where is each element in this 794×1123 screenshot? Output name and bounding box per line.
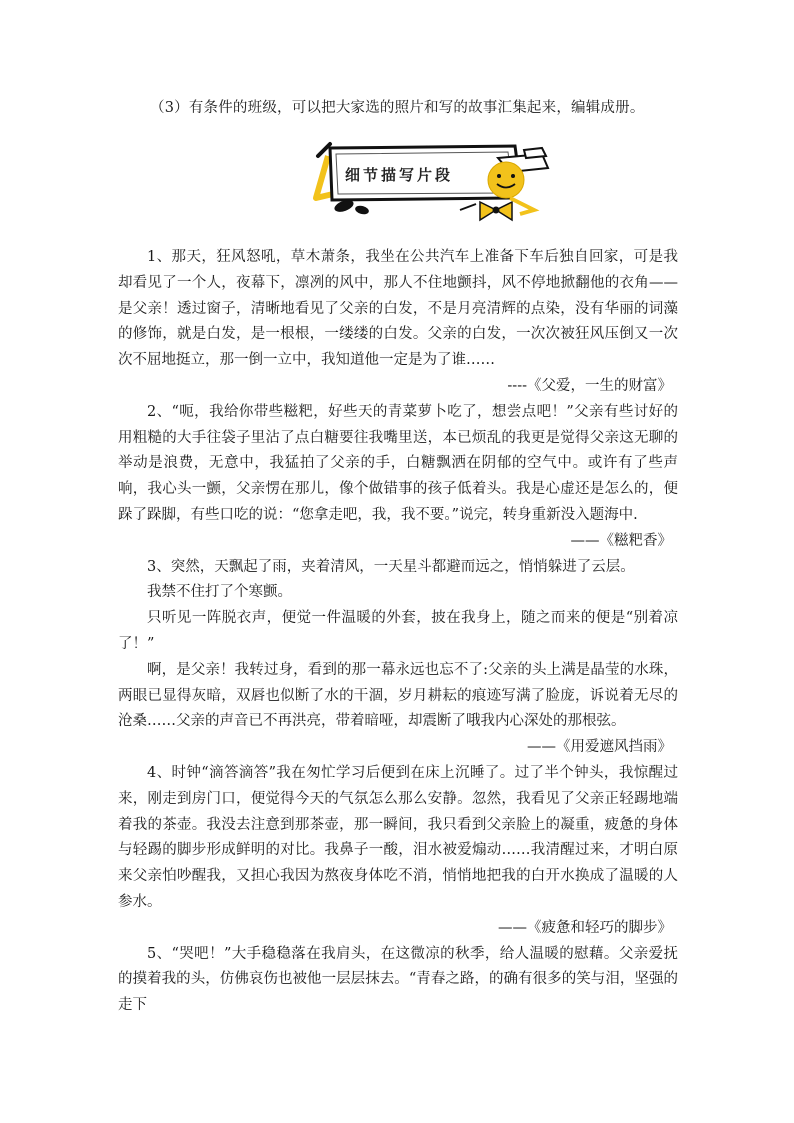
passage-paragraph: 2、“呃，我给你带些糍粑，好些天的青菜萝卜吃了，想尝点吧！”父亲有些讨好的用粗糙的大手往袋子里沾了点白糖要往我嘴里送，本已烦乱的我更是觉得父亲这无聊的举动是浪费，无意中，我猛拍了父亲的手，白糖飘洒在阴郁的空气中。或许有了些声响，我心头一颤，父亲愣在那儿，像个做错事的孩子低着头。我是心虚还是怎么的，便跺了跺脚，有些口吃的说：“您拿走吧，我，我不要。”说完，转身重新没入题海中. [118, 403, 678, 523]
passage-paragraph: 3、突然，天飘起了雨，夹着清风，一天星斗都避而远之，悄悄躲进了云层。 [147, 558, 635, 575]
passage [118, 400, 678, 555]
passage-source: ----《父爱，一生的财富》 [507, 377, 672, 394]
passage-source: ——《用爱遮风挡雨》 [527, 739, 672, 756]
banner-decoration [310, 138, 560, 238]
passage-paragraph: 啊，是父亲！我转过身，看到的那一幕永远也忘不了:父亲的头上满是晶莹的水珠，两眼已显得灰暗，双唇也似断了水的干涸，岁月耕耘的痕迹写满了脸庞，诉说着无尽的沧桑……父亲的声音已不再洪亮，带着暗哑，却震断了哦我内心深处的那根弦。 [118, 661, 678, 730]
passage-source: ——《疲惫和轻巧的脚步》 [498, 919, 672, 936]
passage-paragraph: 5、“哭吧！”大手稳稳落在我肩头，在这微凉的秋季，给人温暖的慰藉。父亲爱抚的摸着我的头，仿佛哀伤也被他一层层抹去。“青春之路，的确有很多的笑与泪，坚强的走下 [118, 945, 678, 1014]
passage [118, 245, 678, 400]
passage-paragraph: 1、那天，狂风怒吼，草木萧条，我坐在公共汽车上准备下车后独自回家，可是我却看见了一个人，夜幕下，凛冽的风中，那人不住地颤抖，风不停地掀翻他的衣角——是父亲！透过窗子，清晰地看见了父亲的白发，不是月亮清辉的点染，没有华丽的词藻的修饰，就是白发，是一根根，一缕缕的白发。父亲的白发，一次次被狂风压倒又一次次不屈地挺立，那一倒一立中，我知道他一定是为了谁…… [118, 249, 678, 369]
passage [118, 555, 678, 761]
passage-source: ——《糍粑香》 [570, 532, 672, 549]
banner-title: 细节描写片段 [344, 166, 453, 184]
passage-paragraph: 只听见一阵脱衣声，便觉一件温暖的外套，披在我身上，随之而来的便是“别着凉了！” [118, 610, 678, 652]
passage-paragraph: 4、时钟“滴答滴答”我在匆忙学习后便到在床上沉睡了。过了半个钟头，我惊醒过来，刚走到房门口，便觉得今天的气氛怎么那么安静。忽然，我看见了父亲正轻踢地端着我的茶壶。我没去注意到那茶壶，那一瞬间，我只看到父亲脸上的凝重，疲惫的身体与轻踢的脚步形成鲜明的对比。我鼻子一酸，泪水被爱煽动……我清醒过来，才明白原来父亲怕吵醒我，又担心我因为熬夜身体吃不消，悄悄地把我的白开水换成了温暖的人参水。 [118, 764, 678, 910]
section-banner [310, 138, 560, 238]
passage [118, 761, 678, 942]
passages [118, 245, 678, 1019]
passage [118, 942, 678, 1019]
intro-line: （3）有条件的班级，可以把大家选的照片和写的故事汇集起来，编辑成册。 [150, 100, 645, 116]
passage-paragraph: 我禁不住打了个寒颤。 [147, 584, 292, 601]
